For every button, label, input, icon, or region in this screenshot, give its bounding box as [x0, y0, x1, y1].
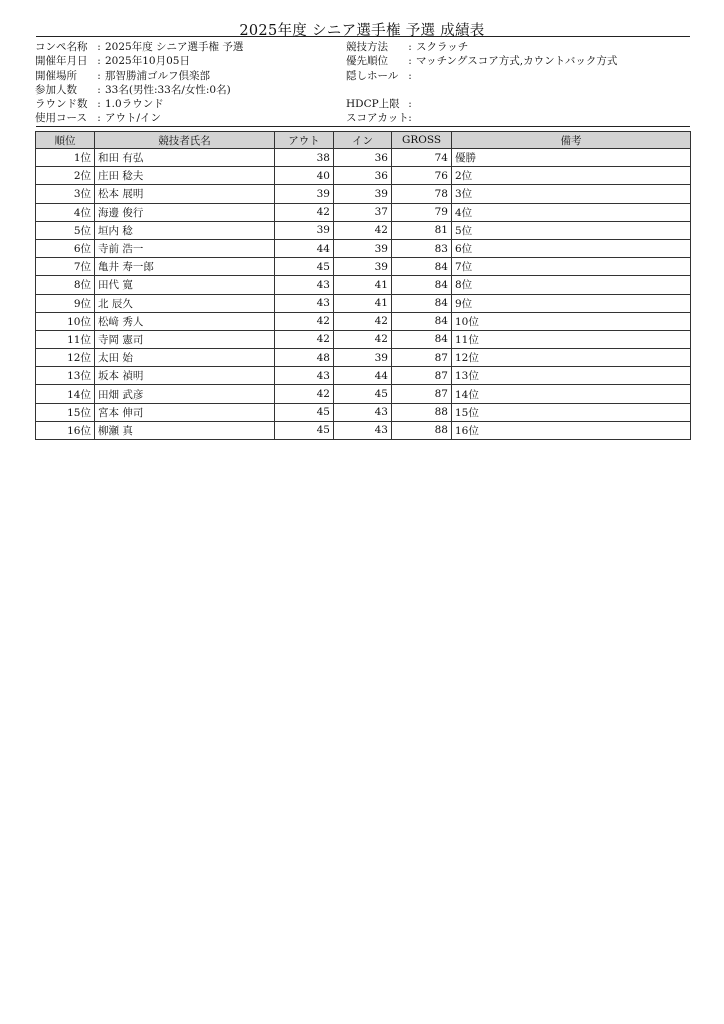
cell-in: 37: [334, 203, 392, 221]
cell-note: 11位: [452, 330, 691, 348]
cell-name: 田代 寛: [95, 276, 275, 294]
table-row: [36, 385, 691, 403]
cell-note: 3位: [452, 185, 691, 203]
header-in: イン: [334, 132, 392, 149]
info-separator: :: [408, 69, 412, 82]
info-label: 開催年月日: [35, 55, 88, 68]
info-separator: :: [97, 83, 101, 96]
results-body: [36, 149, 691, 440]
table-row: [36, 294, 691, 312]
info-row-date: [35, 54, 335, 68]
table-row: [36, 330, 691, 348]
info-label: 使用コース: [35, 112, 87, 125]
cell-rank: 5位: [36, 221, 95, 239]
cell-note: 2位: [452, 167, 691, 185]
cell-in: 45: [334, 385, 392, 403]
header-gross: GROSS: [392, 132, 452, 149]
info-separator: :: [408, 41, 412, 53]
cell-out: 45: [275, 421, 334, 439]
cell-out: 38: [275, 149, 334, 167]
cell-rank: 16位: [36, 421, 95, 439]
cell-name: 亀井 寿一郎: [95, 258, 275, 276]
cell-name: 松﨑 秀人: [95, 312, 275, 330]
info-row-rounds: [35, 97, 335, 111]
cell-rank: 8位: [36, 276, 95, 294]
cell-out: 42: [275, 330, 334, 348]
info-value: アウト/イン: [105, 112, 162, 125]
info-row-course: [35, 111, 335, 125]
cell-in: 39: [334, 185, 392, 203]
cell-gross: 83: [392, 239, 452, 257]
cell-gross: 87: [392, 385, 452, 403]
table-row: [36, 403, 691, 421]
cell-gross: 84: [392, 330, 452, 348]
cell-note: 14位: [452, 385, 691, 403]
cell-rank: 13位: [36, 367, 95, 385]
cell-out: 43: [275, 294, 334, 312]
info-separator: :: [408, 98, 412, 111]
info-row-blank: [346, 83, 686, 97]
info-separator: :: [97, 41, 101, 53]
info-row-hdcp-limit: [346, 97, 686, 111]
info-row-priority: [346, 54, 686, 68]
cell-gross: 76: [392, 167, 452, 185]
cell-gross: 81: [392, 221, 452, 239]
cell-name: 太田 始: [95, 349, 275, 367]
header-out: アウト: [275, 132, 334, 149]
table-row: [36, 367, 691, 385]
info-value: 33名(男性:33名/女性:0名): [105, 83, 231, 96]
cell-rank: 10位: [36, 312, 95, 330]
info-value: スクラッチ: [416, 41, 469, 53]
header-note: 備考: [452, 132, 691, 149]
cell-rank: 4位: [36, 203, 95, 221]
cell-gross: 87: [392, 367, 452, 385]
cell-in: 36: [334, 167, 392, 185]
cell-rank: 1位: [36, 149, 95, 167]
cell-in: 41: [334, 276, 392, 294]
table-row: [36, 421, 691, 439]
info-label: 隠しホール: [346, 69, 399, 82]
cell-note: 12位: [452, 349, 691, 367]
cell-gross: 84: [392, 258, 452, 276]
cell-in: 42: [334, 312, 392, 330]
title-divider: [36, 36, 690, 37]
info-separator: :: [408, 55, 412, 68]
cell-out: 43: [275, 367, 334, 385]
cell-gross: 74: [392, 149, 452, 167]
cell-note: 8位: [452, 276, 691, 294]
table-row: [36, 239, 691, 257]
cell-in: 39: [334, 239, 392, 257]
cell-gross: 84: [392, 294, 452, 312]
cell-name: 和田 有弘: [95, 149, 275, 167]
table-row: [36, 221, 691, 239]
info-separator: :: [408, 112, 412, 125]
table-row: [36, 203, 691, 221]
table-row: [36, 258, 691, 276]
cell-name: 海邊 俊行: [95, 203, 275, 221]
cell-gross: 84: [392, 312, 452, 330]
cell-rank: 7位: [36, 258, 95, 276]
info-row-score-cut: [346, 111, 686, 125]
info-row-method: [346, 40, 686, 54]
results-table: [35, 131, 691, 440]
cell-note: 16位: [452, 421, 691, 439]
cell-name: 坂本 禎明: [95, 367, 275, 385]
cell-name: 寺岡 憲司: [95, 330, 275, 348]
table-row: [36, 276, 691, 294]
info-row-hidden-holes: [346, 69, 686, 83]
cell-out: 45: [275, 403, 334, 421]
cell-rank: 12位: [36, 349, 95, 367]
cell-note: 6位: [452, 239, 691, 257]
cell-note: 15位: [452, 403, 691, 421]
header-name: 競技者氏名: [95, 132, 275, 149]
cell-name: 松本 展明: [95, 185, 275, 203]
info-row-participants: [35, 83, 335, 97]
cell-rank: 6位: [36, 239, 95, 257]
cell-note: 5位: [452, 221, 691, 239]
cell-rank: 2位: [36, 167, 95, 185]
table-row: [36, 167, 691, 185]
cell-rank: 11位: [36, 330, 95, 348]
cell-name: 宮本 伸司: [95, 403, 275, 421]
table-header-row: [36, 132, 691, 149]
cell-name: 北 辰久: [95, 294, 275, 312]
cell-name: 柳瀬 真: [95, 421, 275, 439]
info-separator: :: [97, 112, 101, 125]
page-title: 2025年度 シニア選手権 予選 成績表: [239, 23, 485, 39]
cell-out: 40: [275, 167, 334, 185]
table-row: [36, 185, 691, 203]
info-label: コンペ名称: [35, 41, 88, 53]
cell-in: 41: [334, 294, 392, 312]
cell-out: 43: [275, 276, 334, 294]
header-rank: 順位: [36, 132, 95, 149]
cell-note: 7位: [452, 258, 691, 276]
cell-gross: 78: [392, 185, 452, 203]
cell-in: 43: [334, 403, 392, 421]
info-label: ラウンド数: [35, 98, 88, 111]
cell-in: 42: [334, 221, 392, 239]
info-row-competition-name: [35, 40, 335, 54]
cell-note: 13位: [452, 367, 691, 385]
info-separator: :: [97, 55, 101, 68]
table-row: [36, 149, 691, 167]
cell-rank: 9位: [36, 294, 95, 312]
cell-rank: 15位: [36, 403, 95, 421]
table-row: [36, 349, 691, 367]
info-value: 2025年度 シニア選手権 予選: [105, 41, 244, 53]
cell-note: 9位: [452, 294, 691, 312]
cell-in: 39: [334, 349, 392, 367]
info-value: 那智勝浦ゴルフ倶楽部: [105, 69, 210, 82]
info-label: 優先順位: [346, 55, 388, 68]
cell-out: 48: [275, 349, 334, 367]
info-label: 競技方法: [346, 41, 388, 53]
info-value: 1.0ラウンド: [105, 98, 164, 111]
table-divider: [36, 126, 690, 127]
info-label: 参加人数: [35, 83, 77, 96]
info-label: HDCP上限: [346, 98, 400, 111]
cell-gross: 79: [392, 203, 452, 221]
cell-out: 45: [275, 258, 334, 276]
cell-in: 36: [334, 149, 392, 167]
info-separator: :: [97, 98, 101, 111]
cell-name: 垣内 稔: [95, 221, 275, 239]
cell-out: 39: [275, 221, 334, 239]
cell-note: 優勝: [452, 149, 691, 167]
cell-out: 42: [275, 203, 334, 221]
cell-rank: 3位: [36, 185, 95, 203]
cell-in: 43: [334, 421, 392, 439]
table-row: [36, 312, 691, 330]
cell-in: 39: [334, 258, 392, 276]
cell-gross: 84: [392, 276, 452, 294]
cell-gross: 88: [392, 421, 452, 439]
info-row-venue: [35, 69, 335, 83]
cell-out: 42: [275, 312, 334, 330]
cell-in: 42: [334, 330, 392, 348]
competition-info-right: [346, 40, 686, 126]
info-label: スコアカット: [346, 112, 409, 125]
cell-note: 10位: [452, 312, 691, 330]
cell-out: 42: [275, 385, 334, 403]
info-label: 開催場所: [35, 69, 77, 82]
cell-rank: 14位: [36, 385, 95, 403]
cell-note: 4位: [452, 203, 691, 221]
cell-out: 39: [275, 185, 334, 203]
competition-info-left: [35, 40, 335, 126]
info-value: マッチングスコア方式,カウントバック方式: [416, 55, 618, 68]
cell-out: 44: [275, 239, 334, 257]
cell-name: 田畑 武彦: [95, 385, 275, 403]
info-separator: :: [97, 69, 101, 82]
cell-in: 44: [334, 367, 392, 385]
cell-gross: 87: [392, 349, 452, 367]
cell-gross: 88: [392, 403, 452, 421]
cell-name: 寺前 浩一: [95, 239, 275, 257]
info-value: 2025年10月05日: [105, 55, 190, 68]
cell-name: 庄田 稔夫: [95, 167, 275, 185]
